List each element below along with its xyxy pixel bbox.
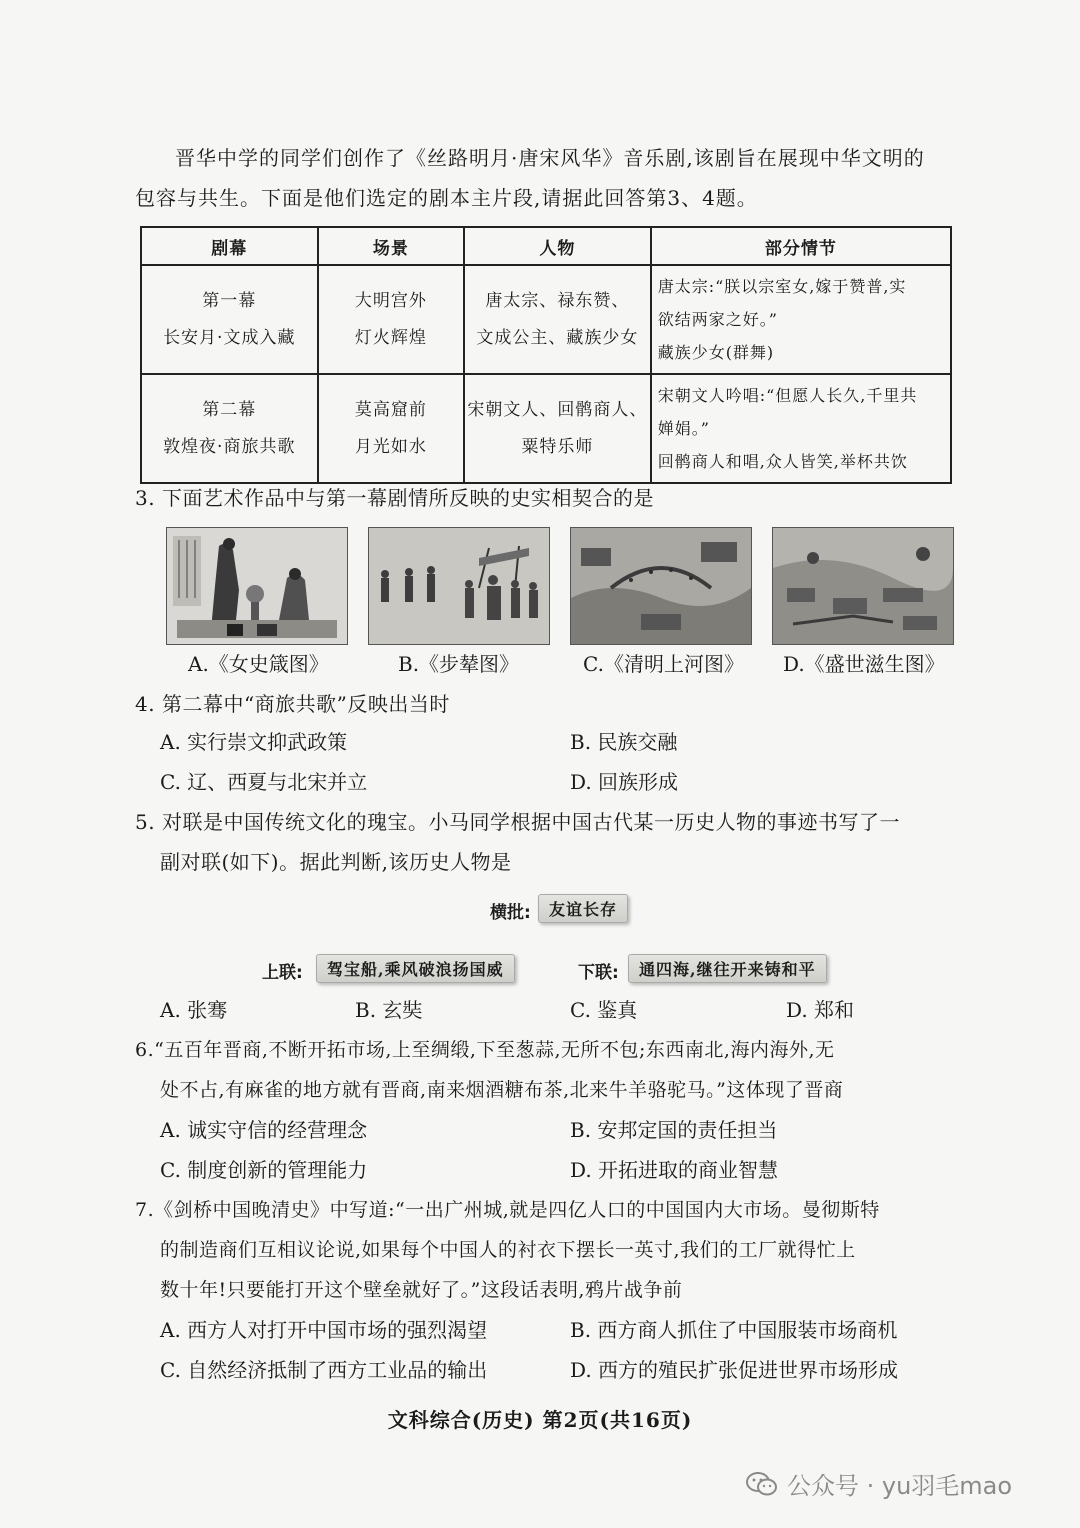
scene-cell: 莫高窟前 月光如水 — [318, 374, 465, 483]
header-act: 剧幕 — [141, 227, 318, 265]
q4-option-c: C. 辽、西夏与北宋并立 — [160, 770, 368, 794]
q7-stem-line-1: 7.《剑桥中国晚清史》中写道:“一出广州城,就是四亿人口的中国国内大市场。曼彻斯特 — [135, 1199, 880, 1221]
header-scene: 场景 — [318, 227, 465, 265]
table-header-row — [141, 227, 951, 265]
q3-option-d: D.《盛世滋生图》 — [783, 652, 945, 676]
people-cell: 唐太宗、禄东赞、 文成公主、藏族少女 — [464, 265, 651, 374]
script-table — [140, 226, 952, 484]
q6-stem-line-1: 6.“五百年晋商,不断开拓市场,上至绸缎,下至葱蒜,无所不包;东西南北,海内海外,无 — [135, 1039, 835, 1061]
hengpi-scroll: 友谊长存 — [538, 894, 628, 923]
header-people: 人物 — [464, 227, 651, 265]
painting-nvshizhen-image — [166, 527, 348, 645]
q7-option-c: C. 自然经济抵制了西方工业品的输出 — [160, 1358, 488, 1382]
q6-option-d: D. 开拓进取的商业智慧 — [570, 1158, 779, 1182]
plot-cell: 宋朝文人吟唱:“但愿人长久,千里共 婵娟。” 回鹘商人和唱,众人皆笑,举杯共饮 — [651, 374, 951, 483]
q5-stem-line-2: 副对联(如下)。据此判断,该历史人物是 — [160, 850, 512, 874]
q7-option-d: D. 西方的殖民扩张促进世界市场形成 — [570, 1358, 899, 1382]
wechat-icon — [745, 1471, 779, 1497]
painting-qingming-image — [570, 527, 752, 645]
q7-stem-line-3: 数十年!只要能打开这个壁垒就好了。”这段话表明,鸦片战争前 — [160, 1279, 683, 1301]
painting-shengshi-image — [772, 527, 954, 645]
q3-option-a: A.《女史箴图》 — [188, 652, 329, 676]
painting-bunian-image — [368, 527, 550, 645]
intro-paragraph — [135, 138, 955, 218]
scene-cell: 大明宫外 灯火辉煌 — [318, 265, 465, 374]
table-row — [141, 265, 951, 374]
q3-stem: 3. 下面艺术作品中与第一幕剧情所反映的史实相契合的是 — [135, 486, 654, 510]
plot-cell: 唐太宗:“朕以宗室女,嫁于赞普,实 欲结两家之好。” 藏族少女(群舞) — [651, 265, 951, 374]
watermark-text: 公众号 · yu羽毛mao — [787, 1472, 1013, 1500]
act-cell: 第二幕 敦煌夜·商旅共歌 — [141, 374, 318, 483]
table-row — [141, 374, 951, 483]
q5-stem-line-1: 5. 对联是中国传统文化的瑰宝。小马同学根据中国古代某一历史人物的事迹书写了一 — [135, 810, 900, 834]
xialian-label: 下联: — [578, 963, 619, 983]
xialian-scroll: 通四海,继往开来铸和平 — [628, 954, 827, 983]
watermark — [745, 1466, 1012, 1501]
q6-stem-line-2: 处不占,有麻雀的地方就有晋商,南来烟酒糖布茶,北来牛羊骆驼马。”这体现了晋商 — [160, 1079, 844, 1101]
q6-option-c: C. 制度创新的管理能力 — [160, 1158, 368, 1182]
q4-option-b: B. 民族交融 — [570, 730, 678, 754]
q5-option-d: D. 郑和 — [786, 998, 855, 1022]
q3-option-c: C.《清明上河图》 — [583, 652, 744, 676]
hengpi-label: 横批: — [490, 903, 531, 923]
act-cell: 第一幕 长安月·文成入藏 — [141, 265, 318, 374]
q4-stem: 4. 第二幕中“商旅共歌”反映出当时 — [135, 692, 450, 716]
shanglian-label: 上联: — [262, 963, 303, 983]
q6-option-a: A. 诚实守信的经营理念 — [160, 1118, 368, 1142]
q6-option-b: B. 安邦定国的责任担当 — [570, 1118, 778, 1142]
q7-option-b: B. 西方商人抓住了中国服装市场商机 — [570, 1318, 898, 1342]
intro-line-1: 晋华中学的同学们创作了《丝路明月·唐宋风华》音乐剧,该剧旨在展现中华文明的 — [175, 146, 925, 170]
q4-option-a: A. 实行崇文抑武政策 — [160, 730, 348, 754]
q7-stem-line-2: 的制造商们互相议论说,如果每个中国人的衬衣下摆长一英寸,我们的工厂就得忙上 — [160, 1239, 856, 1261]
q5-option-b: B. 玄奘 — [355, 998, 423, 1022]
intro-line-2: 包容与共生。下面是他们选定的剧本主片段,请据此回答第3、4题。 — [135, 186, 758, 210]
q7-option-a: A. 西方人对打开中国市场的强烈渴望 — [160, 1318, 488, 1342]
page-footer: 文科综合(历史) 第2页(共16页) — [387, 1408, 693, 1432]
q5-option-a: A. 张骞 — [160, 998, 228, 1022]
q5-option-c: C. 鉴真 — [570, 998, 638, 1022]
q4-option-d: D. 回族形成 — [570, 770, 679, 794]
q3-option-b: B.《步辇图》 — [398, 652, 520, 676]
header-plot: 部分情节 — [651, 227, 951, 265]
people-cell: 宋朝文人、回鹘商人、 粟特乐师 — [464, 374, 651, 483]
shanglian-scroll: 驾宝船,乘风破浪扬国威 — [316, 954, 515, 983]
